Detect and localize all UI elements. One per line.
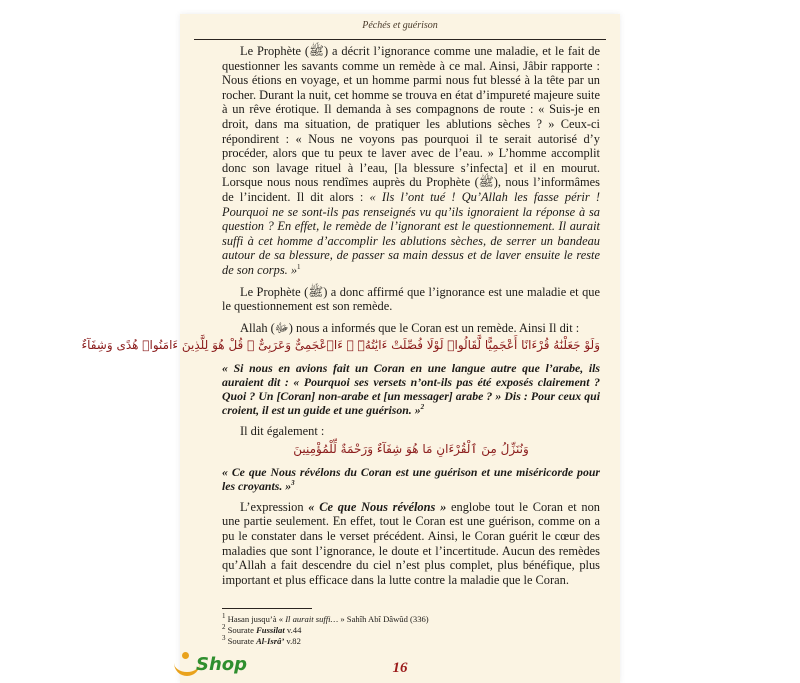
page-content: [81, 44, 601, 594]
footnote-3-text-b: v.82: [284, 636, 301, 646]
verse-translation-fussilat: [222, 361, 600, 417]
hadith-quote: « Ils l’ont tué ! Qu’Allah les fasse périr ! Pourquoi ne se sont-ils pas renseignés vu qu’ils ignoraient la réponse à sa question ? En effet, le remède de l’ignorant est le questionnement. Il aurait suffi à cet homme d’accomplir les ablutions sèches, de serrer un bandeau autour de sa blessure, de passer sa main dessus et de laver ensuite le reste de son corps. »: [222, 189, 600, 277]
verse-translation-isra: [222, 465, 600, 493]
footnote-2-text-i: Fussilat: [256, 625, 285, 635]
verse-translation-isra-text: « Ce que Nous révélons du Coran est une guérison et une miséricorde pour les croyants. »: [222, 464, 600, 493]
running-title: Péchés et guérison: [362, 20, 438, 31]
footnote-3-text-i: Al-Isrâ’: [256, 636, 285, 646]
paragraph-jabir: [222, 44, 600, 278]
footnote-1: [222, 614, 600, 625]
shop-logo: [174, 652, 250, 678]
expression-rest: englobe tout le Coran et non une partie seulement. En effet, tout le Coran est une guérison, comme on a pu le constater dans le verset précédent. Ainsi, le Coran guérit le cœur des maladies que sont l’ignorance, le doute et l’incertitude. Aucun des remèdes qu’Allah a fait descendre du ciel n’est plus complet, plus bénéfique, plus important et plus efficace dans la lutte contre la maladie que le Coran.: [222, 499, 600, 587]
footnote-ref-2: 2: [420, 403, 425, 412]
paragraph-jabir-text: Le Prophète (ﷺ) a décrit l’ignorance comme une maladie, et le fait de questionner les savants comme un remède à ce mal. Ainsi, Jâbir rapporte : Nous étions en voyage, et un homme parmi nous fut blessé à la tête par un rocher. Durant la nuit, cet homme se trouva en état d’impureté majeure suite à un rêve érotique. Il demanda à ses compagnons de route : « Suis-je en droit, dans ma situation, de pratiquer les ablutions sèches ? » Ceux-ci répondirent : « Nous ne voyons pas pourquoi il te serait autorisé d’y procéder, alors que tu peux te laver avec de l’eau. » L’homme accomplit donc son lavage rituel à l’eau, [la blessure s’infecta] et il en mourut. Lorsque nous nous rendîmes auprès du Prophète (ﷺ), nous l’informâmes de l’incident. Il dit alors :: [222, 44, 601, 204]
footnote-ref-3: 3: [291, 478, 295, 487]
paragraph-allah-informs: Allah (ﷻ) nous a informés que le Coran est un remède. Ainsi Il dit :: [240, 320, 580, 335]
paragraph-expression: [222, 500, 600, 588]
footnote-3-text-a: Sourate: [227, 636, 257, 646]
footnotes: [222, 614, 600, 647]
footnote-3: [222, 636, 600, 647]
logo-text: Shop: [196, 654, 248, 675]
header-rule: [194, 39, 606, 40]
footnote-1-number: 1: [222, 612, 226, 621]
paragraph-also-says: Il dit également :: [240, 424, 325, 439]
arabic-verse-isra: وَنُنَزِّلُ مِنَ ٱلْقُرْءَانِ مَا هُوَ شِفَآءٌ وَرَحْمَةٌ لِّلْمُؤْمِنِينَ: [293, 441, 529, 456]
footnote-2-number: 2: [222, 623, 226, 632]
arabic-verse-fussilat: وَلَوْ جَعَلْنَٰهُ قُرْءَانًا أَعْجَمِيًّا لَّقَالُوا۟ لَوْلَا فُصِّلَتْ ءَايَٰتُهُۥٓ ۖ ءَا۬عْجَمِىٌّ وَعَرَبِىٌّ ۗ قُلْ هُوَ لِلَّذِينَ ءَامَنُوا۟ هُدًى وَشِفَآءٌ: [81, 338, 600, 353]
page-number: 16: [392, 660, 408, 676]
footnote-1-text-i: Il aurait suffi…: [285, 614, 339, 624]
footnote-1-text-b: » Sahîh Abî Dâwûd (336): [338, 614, 429, 624]
expression-lead: L’expression: [240, 499, 309, 514]
footnote-1-text-a: Hasan jusqu’à «: [227, 614, 286, 624]
footnote-ref-1: 1: [297, 262, 301, 271]
paragraph-ignorance: Le Prophète (ﷺ) a donc affirmé que l’ignorance est une maladie et que le questionnement est son remède.: [222, 284, 601, 314]
footnote-2: [222, 625, 600, 636]
footnote-2-text-b: v.44: [284, 625, 302, 635]
verse-translation-fussilat-text: « Si nous en avions fait un Coran en une langue autre que l’arabe, ils auraient dit : « Pourquoi ses versets n’ont-ils pas été exposés clairement ? Quoi ? Un [Coran] non-arabe et [un messager] arabe ? » Dis : Pour ceux qui croient, il est un guide et une guérison. »: [222, 361, 600, 418]
footnote-rule: [222, 608, 312, 609]
footnote-3-number: 3: [222, 634, 226, 643]
expression-emphasis: « Ce que Nous révélons »: [308, 499, 447, 514]
footnote-2-text-a: Sourate: [227, 625, 257, 635]
logo-dot-icon: [182, 652, 189, 659]
book-page: [81, 14, 620, 683]
